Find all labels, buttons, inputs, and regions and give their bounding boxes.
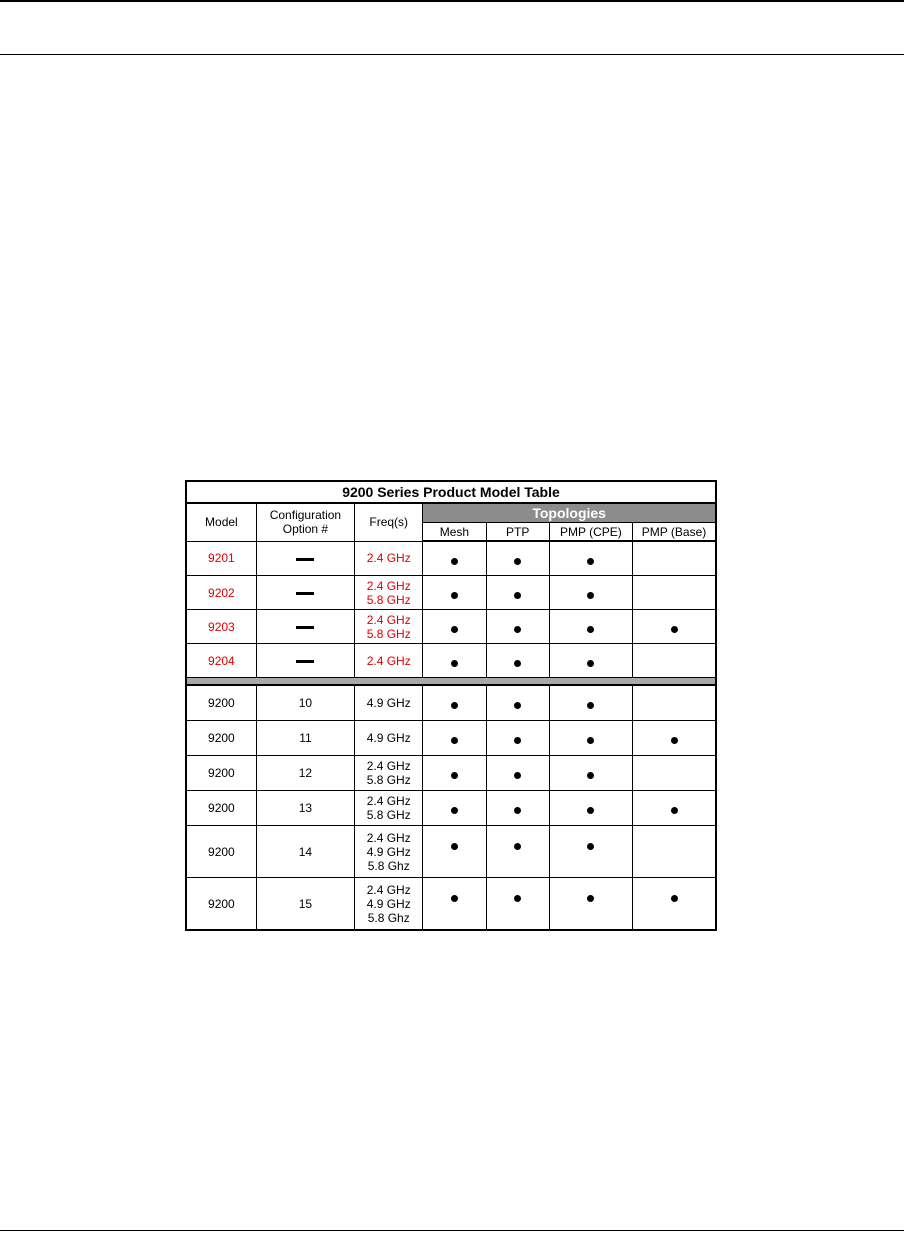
pmp-cpe-cell bbox=[549, 721, 632, 756]
supported-dot-icon bbox=[451, 843, 458, 850]
product-model-table bbox=[185, 480, 717, 931]
pmp-base-cell bbox=[633, 756, 716, 791]
supported-dot-icon bbox=[514, 807, 521, 814]
model-cell: 9200 bbox=[186, 791, 256, 826]
pmp-base-header: PMP (Base) bbox=[633, 523, 716, 542]
frequency-value: 2.4 GHz bbox=[366, 882, 411, 897]
mesh-cell bbox=[423, 826, 486, 878]
ptp-cell bbox=[486, 878, 549, 931]
frequency-cell bbox=[355, 541, 423, 576]
frequency-cell bbox=[355, 756, 423, 791]
ptp-header: PTP bbox=[486, 523, 549, 542]
supported-dot-icon bbox=[587, 895, 594, 902]
model-cell: 9200 bbox=[186, 878, 256, 931]
pmp-cpe-cell bbox=[549, 610, 632, 644]
pmp-base-cell bbox=[633, 644, 716, 678]
pmp-base-cell bbox=[633, 610, 716, 644]
table-row bbox=[186, 576, 716, 610]
supported-dot-icon bbox=[451, 895, 458, 902]
supported-dot-icon bbox=[451, 626, 458, 633]
mesh-header: Mesh bbox=[423, 523, 486, 542]
pmp-cpe-cell bbox=[549, 541, 632, 576]
configuration-option-cell: 10 bbox=[256, 685, 354, 721]
frequency-value: 4.9 GHz bbox=[366, 896, 411, 911]
ptp-cell bbox=[486, 541, 549, 576]
pmp-base-cell bbox=[633, 541, 716, 576]
table-row bbox=[186, 610, 716, 644]
table-row bbox=[186, 791, 716, 826]
supported-dot-icon bbox=[451, 592, 458, 599]
pmp-base-cell bbox=[633, 576, 716, 610]
pmp-base-cell bbox=[633, 721, 716, 756]
table-title: 9200 Series Product Model Table bbox=[186, 481, 716, 503]
frequency-value: 5.8 GHz bbox=[366, 626, 411, 641]
model-cell: 9202 bbox=[186, 576, 256, 610]
mesh-cell bbox=[423, 610, 486, 644]
pmp-cpe-cell bbox=[549, 576, 632, 610]
configuration-option-cell: 14 bbox=[256, 826, 354, 878]
configuration-option-cell bbox=[256, 576, 354, 610]
model-cell: 9200 bbox=[186, 756, 256, 791]
pmp-base-cell bbox=[633, 878, 716, 931]
ptp-cell bbox=[486, 610, 549, 644]
pmp-cpe-cell bbox=[549, 826, 632, 878]
frequency-value: 4.9 GHz bbox=[366, 731, 411, 745]
pmp-base-cell bbox=[633, 791, 716, 826]
model-cell: 9203 bbox=[186, 610, 256, 644]
frequency-cell bbox=[355, 576, 423, 610]
pmp-cpe-cell bbox=[549, 685, 632, 721]
frequency-cell bbox=[355, 721, 423, 756]
frequency-value: 5.8 Ghz bbox=[367, 910, 410, 925]
supported-dot-icon bbox=[514, 843, 521, 850]
frequency-value: 5.8 Ghz bbox=[367, 858, 410, 873]
topologies-header: Topologies bbox=[423, 503, 716, 523]
frequency-value: 2.4 GHz bbox=[366, 551, 411, 566]
supported-dot-icon bbox=[587, 592, 594, 599]
frequency-cell bbox=[355, 791, 423, 826]
frequency-value: 4.9 GHz bbox=[366, 844, 411, 859]
supported-dot-icon bbox=[587, 737, 594, 744]
ptp-cell bbox=[486, 576, 549, 610]
supported-dot-icon bbox=[587, 843, 594, 850]
frequency-value: 2.4 GHz bbox=[366, 794, 411, 808]
frequency-value: 2.4 GHz bbox=[366, 653, 411, 668]
standard-model-rows bbox=[186, 685, 716, 930]
table-row bbox=[186, 826, 716, 878]
table-row bbox=[186, 541, 716, 576]
separator-bar bbox=[186, 678, 716, 686]
supported-dot-icon bbox=[587, 558, 594, 565]
pmp-cpe-cell bbox=[549, 878, 632, 931]
top-rule bbox=[0, 0, 904, 2]
supported-dot-icon bbox=[671, 737, 678, 744]
model-header: Model bbox=[186, 503, 256, 541]
table-row bbox=[186, 644, 716, 678]
configuration-option-cell: 12 bbox=[256, 756, 354, 791]
frequency-value: 4.9 GHz bbox=[366, 696, 411, 710]
configuration-option-cell: 13 bbox=[256, 791, 354, 826]
supported-dot-icon bbox=[514, 737, 521, 744]
dash-icon bbox=[296, 558, 314, 561]
pmp-cpe-cell bbox=[549, 756, 632, 791]
footer-rule bbox=[0, 1230, 904, 1231]
ptp-cell bbox=[486, 644, 549, 678]
model-cell: 9200 bbox=[186, 721, 256, 756]
supported-dot-icon bbox=[451, 772, 458, 779]
configuration-option-cell bbox=[256, 541, 354, 576]
table-row bbox=[186, 878, 716, 931]
pmp-cpe-cell bbox=[549, 644, 632, 678]
supported-dot-icon bbox=[587, 807, 594, 814]
mesh-cell bbox=[423, 685, 486, 721]
frequency-cell bbox=[355, 644, 423, 678]
frequency-cell bbox=[355, 826, 423, 878]
ptp-cell bbox=[486, 685, 549, 721]
frequency-value: 2.4 GHz bbox=[366, 612, 411, 627]
mesh-cell bbox=[423, 756, 486, 791]
frequency-cell bbox=[355, 610, 423, 644]
ptp-cell bbox=[486, 756, 549, 791]
mesh-cell bbox=[423, 791, 486, 826]
configuration-option-cell bbox=[256, 644, 354, 678]
configuration-option-cell bbox=[256, 610, 354, 644]
model-cell: 9200 bbox=[186, 826, 256, 878]
dash-icon bbox=[296, 660, 314, 663]
frequency-value: 2.4 GHz bbox=[366, 578, 411, 593]
supported-dot-icon bbox=[451, 660, 458, 667]
frequency-cell bbox=[355, 878, 423, 931]
ptp-cell bbox=[486, 791, 549, 826]
group-separator bbox=[186, 678, 716, 686]
supported-dot-icon bbox=[587, 626, 594, 633]
ptp-cell bbox=[486, 721, 549, 756]
frequency-value: 5.8 GHz bbox=[366, 808, 411, 822]
mesh-cell bbox=[423, 721, 486, 756]
supported-dot-icon bbox=[451, 737, 458, 744]
supported-dot-icon bbox=[671, 807, 678, 814]
mesh-cell bbox=[423, 541, 486, 576]
supported-dot-icon bbox=[451, 558, 458, 565]
frequency-value: 2.4 GHz bbox=[366, 830, 411, 845]
table-row bbox=[186, 721, 716, 756]
model-cell: 9204 bbox=[186, 644, 256, 678]
pmp-cpe-header: PMP (CPE) bbox=[549, 523, 632, 542]
configuration-option-header-text: Configuration Option # bbox=[269, 508, 342, 537]
pmp-cpe-cell bbox=[549, 791, 632, 826]
configuration-option-cell: 11 bbox=[256, 721, 354, 756]
dash-icon bbox=[296, 592, 314, 595]
supported-dot-icon bbox=[587, 702, 594, 709]
mesh-cell bbox=[423, 878, 486, 931]
frequency-value: 5.8 GHz bbox=[366, 773, 411, 787]
supported-dot-icon bbox=[514, 895, 521, 902]
table-row bbox=[186, 685, 716, 721]
freqs-header: Freq(s) bbox=[355, 503, 423, 541]
supported-dot-icon bbox=[451, 807, 458, 814]
frequency-cell bbox=[355, 685, 423, 721]
product-model-table-container bbox=[185, 480, 717, 931]
supported-dot-icon bbox=[587, 660, 594, 667]
dash-icon bbox=[296, 626, 314, 629]
supported-dot-icon bbox=[514, 592, 521, 599]
pmp-base-cell bbox=[633, 826, 716, 878]
mesh-cell bbox=[423, 576, 486, 610]
model-cell: 9200 bbox=[186, 685, 256, 721]
configuration-option-header bbox=[256, 503, 354, 541]
supported-dot-icon bbox=[514, 772, 521, 779]
supported-dot-icon bbox=[514, 558, 521, 565]
supported-dot-icon bbox=[587, 772, 594, 779]
frequency-value: 5.8 GHz bbox=[366, 592, 411, 607]
supported-dot-icon bbox=[514, 660, 521, 667]
table-row bbox=[186, 756, 716, 791]
supported-dot-icon bbox=[671, 626, 678, 633]
red-model-rows bbox=[186, 541, 716, 678]
supported-dot-icon bbox=[671, 895, 678, 902]
supported-dot-icon bbox=[451, 702, 458, 709]
configuration-option-cell: 15 bbox=[256, 878, 354, 931]
supported-dot-icon bbox=[514, 626, 521, 633]
ptp-cell bbox=[486, 826, 549, 878]
supported-dot-icon bbox=[514, 702, 521, 709]
header-rule bbox=[0, 54, 904, 55]
pmp-base-cell bbox=[633, 685, 716, 721]
model-cell: 9201 bbox=[186, 541, 256, 576]
mesh-cell bbox=[423, 644, 486, 678]
frequency-value: 2.4 GHz bbox=[366, 759, 411, 773]
